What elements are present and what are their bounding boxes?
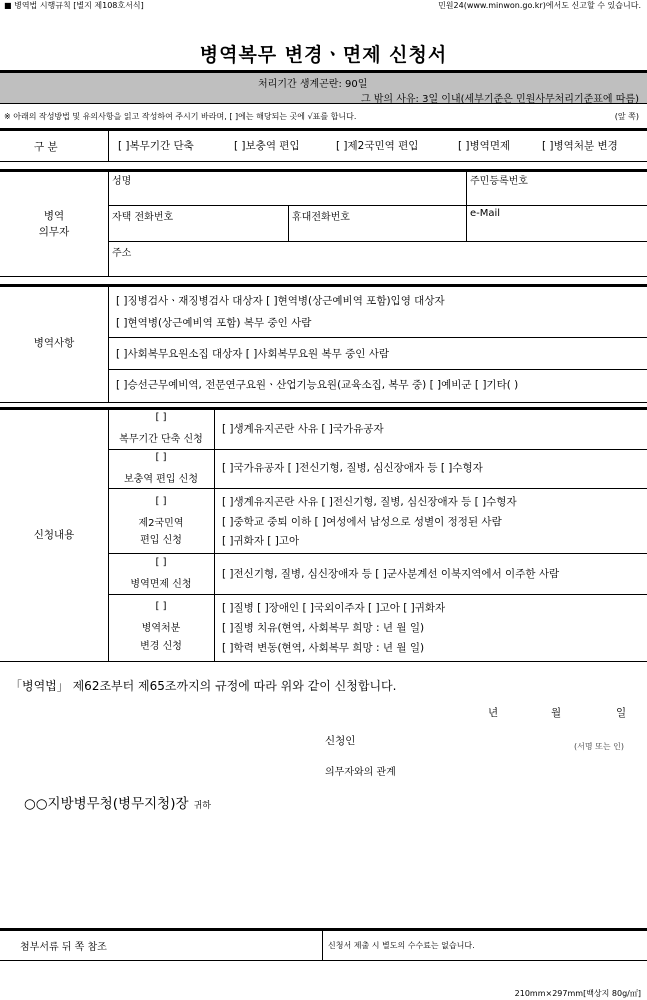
change-line-3[interactable]: [ ]학력 변동(현역, 사회복무 희망 : 년 월 일) [222, 642, 425, 654]
exemption-options[interactable]: [ ]전신기형, 질병, 심신장애자 등 [ ]군사분계선 이북지역에서 이주한 사람 [222, 568, 560, 580]
change-title: 병역처분 [141, 623, 181, 634]
date-month[interactable]: 월 [551, 707, 562, 719]
change-line-1[interactable]: [ ]질병 [ ]장애인 [ ]국외이주자 [ ]고아 [ ]귀화자 [222, 602, 446, 614]
military-row-1a[interactable]: [ ]징병검사ㆍ재징병검사 대상자 [ ]현역병(상근예비역 포함)입영 대상자 [116, 295, 445, 307]
addressee-suffix: 귀하 [193, 801, 211, 811]
military-label: 병역사항 [33, 337, 75, 349]
exemption-title: 병역면제 신청 [130, 579, 192, 590]
paper-spec: 210mm×297mm[백상지 80g/㎡] [514, 989, 641, 998]
military-row-1b[interactable]: [ ]현역병(상근예비역 포함) 복무 중인 사람 [116, 317, 312, 329]
address-field[interactable]: 주소 [112, 248, 132, 259]
attachment-note: 첨부서류 뒤 쪽 참조 [20, 942, 107, 953]
category-option-shorten[interactable]: [ ]복무기간 단축 [118, 140, 194, 152]
supplementary-options[interactable]: [ ]국가유공자 [ ]전신기형, 질병, 심신장애자 등 [ ]수형자 [222, 462, 483, 474]
second-citizen-line-2[interactable]: [ ]중학교 중퇴 이하 [ ]여성에서 남성으로 성별이 정정된 사람 [222, 516, 502, 528]
obligor-label-2: 의무자 [38, 226, 70, 238]
sign-note: (서명 또는 인) [574, 742, 624, 751]
second-citizen-check[interactable]: [ ] [155, 496, 167, 507]
change-line-2[interactable]: [ ]질병 치유(현역, 사회복무 희망 : 년 월 일) [222, 622, 425, 634]
supplementary-check[interactable]: [ ] [155, 452, 167, 463]
shorten-check[interactable]: [ ] [155, 412, 167, 423]
applicant-label[interactable]: 신청인 [325, 735, 356, 747]
addressee-main: ○○지방병무청(병무지청)장 [24, 796, 189, 812]
processing-line-1: 처리기간 생계곤란: 90일 [258, 79, 368, 90]
shorten-title: 복무기간 단축 신청 [119, 434, 203, 445]
supplementary-title: 보충역 편입 신청 [124, 474, 198, 485]
change-title-2: 변경 신청 [140, 641, 182, 652]
second-citizen-title: 제2국민역 [138, 518, 184, 529]
relation-label[interactable]: 의무자와의 관계 [325, 767, 396, 778]
second-citizen-title-2: 편입 신청 [140, 535, 182, 546]
date-year[interactable]: 년 [488, 707, 499, 719]
processing-period-box [0, 70, 647, 104]
online-notice: 민원24(www.minwon.go.kr)에서도 신고할 수 있습니다. [438, 1, 641, 10]
page-title: 병역복무 변경ㆍ면제 신청서 [199, 44, 448, 66]
military-row-3[interactable]: [ ]승선근무예비역, 전문연구요원ㆍ산업기능요원(교육소집, 복무 중) [ ]예비군 [ ]기타( ) [116, 379, 519, 391]
category-option-second-citizen[interactable]: [ ]제2국민역 편입 [336, 140, 419, 152]
fee-note: 신청서 제출 시 별도의 수수료는 없습니다. [328, 941, 475, 950]
date-day[interactable]: 일 [616, 707, 627, 719]
change-check[interactable]: [ ] [155, 601, 167, 612]
processing-line-2: 그 밖의 사유: 3일 이내(세부기준은 민원사무처리기준표에 따름) [360, 94, 639, 105]
declaration-text: 「병역법」 제62조부터 제65조까지의 규정에 따라 위와 같이 신청합니다. [10, 679, 397, 693]
page-side: (앞 쪽) [614, 112, 639, 121]
law-reference: ■ 병역법 시행규칙 [별지 제108호서식] [4, 1, 144, 10]
addressee [24, 792, 211, 812]
category-option-exemption[interactable]: [ ]병역면제 [458, 140, 511, 152]
rrn-field[interactable]: 주민등록번호 [470, 176, 528, 187]
name-field[interactable]: 성명 [112, 176, 132, 187]
category-option-supplementary[interactable]: [ ]보충역 편입 [234, 140, 300, 152]
instructions: ※ 아래의 작성방법 및 유의사항을 읽고 작성하여 주시기 바라며, [ ]에는 해당되는 곳에 √표를 합니다. [4, 112, 357, 121]
mobile-phone-field[interactable]: 휴대전화번호 [292, 212, 350, 223]
second-citizen-line-3[interactable]: [ ]귀화자 [ ]고아 [222, 535, 300, 547]
category-label: 구 분 [34, 141, 58, 153]
second-citizen-line-1[interactable]: [ ]생계유지곤란 사유 [ ]전신기형, 질병, 심신장애자 등 [ ]수형자 [222, 496, 517, 508]
military-row-2[interactable]: [ ]사회복무요원소집 대상자 [ ]사회복무요원 복무 중인 사람 [116, 348, 390, 360]
email-field[interactable]: e-Mail [470, 208, 501, 219]
application-label: 신청내용 [33, 529, 75, 541]
home-phone-field[interactable]: 자택 전화번호 [112, 212, 174, 223]
category-option-change[interactable]: [ ]병역처분 변경 [542, 140, 618, 152]
shorten-options[interactable]: [ ]생계유지곤란 사유 [ ]국가유공자 [222, 423, 384, 435]
obligor-label-1: 병역 [43, 210, 65, 222]
exemption-check[interactable]: [ ] [155, 557, 167, 568]
